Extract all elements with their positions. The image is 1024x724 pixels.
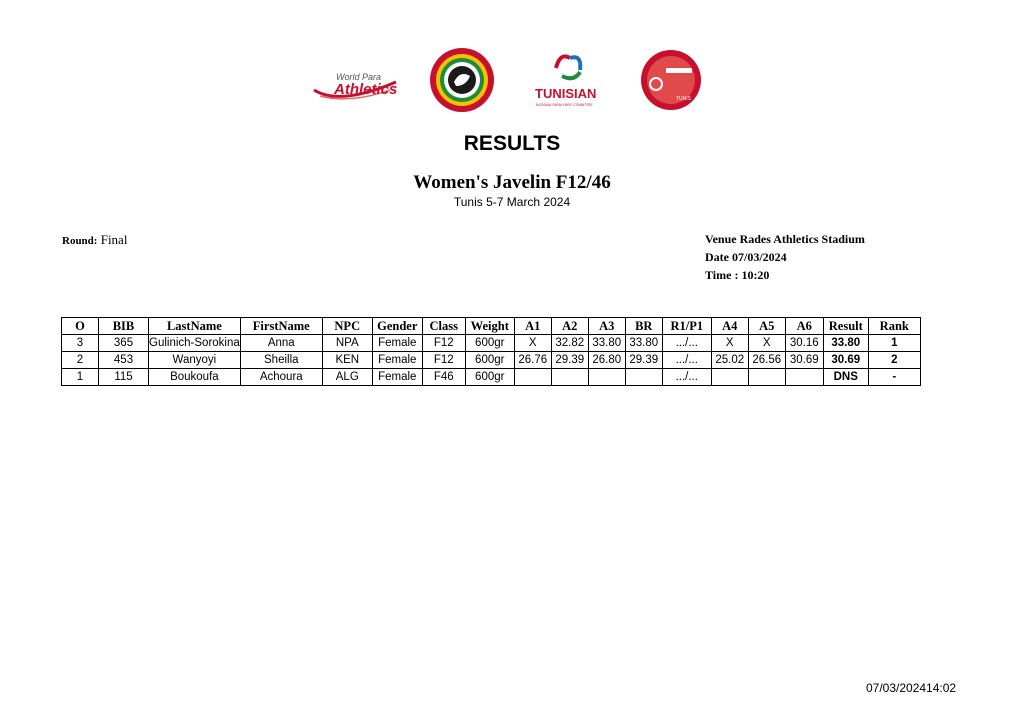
column-header: A2 <box>551 318 588 335</box>
rank-cell: 2 <box>868 352 920 369</box>
table-cell: 26.56 <box>748 352 785 369</box>
tunisian-npc-logo <box>530 46 606 114</box>
table-cell: X <box>514 335 551 352</box>
column-header: R1/P1 <box>662 318 711 335</box>
round-value: Final <box>100 232 128 247</box>
table-row <box>62 352 921 369</box>
result-cell: 30.69 <box>823 352 868 369</box>
venue-label: Venue Rades Athletics Stadium <box>705 232 865 246</box>
result-cell: DNS <box>823 369 868 386</box>
table-cell: .../... <box>662 352 711 369</box>
table-cell: Achoura <box>240 369 322 386</box>
time-label: Time : 10:20 <box>705 268 770 282</box>
svg-text:Athletics: Athletics <box>334 81 398 98</box>
table-cell <box>625 369 662 386</box>
date-label: Date 07/03/2024 <box>705 250 787 264</box>
table-cell: 29.39 <box>625 352 662 369</box>
table-cell: Anna <box>240 335 322 352</box>
column-header: BR <box>625 318 662 335</box>
rank-cell: - <box>868 369 920 386</box>
column-header: Result <box>823 318 868 335</box>
table-cell: KEN <box>322 352 372 369</box>
svg-text:TUNIS: TUNIS <box>676 96 691 102</box>
table-cell: 453 <box>99 352 149 369</box>
column-header: Rank <box>868 318 920 335</box>
table-cell: 30.16 <box>785 335 823 352</box>
national-federation-logo <box>426 46 498 114</box>
table-cell: 1 <box>62 369 99 386</box>
table-cell: 25.02 <box>711 352 748 369</box>
table-cell: 32.82 <box>551 335 588 352</box>
column-header: NPC <box>322 318 372 335</box>
round-info <box>62 232 127 248</box>
table-cell: .../... <box>662 369 711 386</box>
table-cell: .../... <box>662 335 711 352</box>
column-header: A4 <box>711 318 748 335</box>
table-cell: Female <box>372 369 422 386</box>
table-cell: F46 <box>422 369 465 386</box>
event-title: Women's Javelin F12/46 <box>413 172 611 193</box>
table-cell: Gulinich-Sorokina <box>149 335 241 352</box>
column-header: Class <box>422 318 465 335</box>
table-cell: 33.80 <box>625 335 662 352</box>
event-logo <box>636 46 706 114</box>
table-cell: NPA <box>322 335 372 352</box>
table-cell: 26.80 <box>588 352 625 369</box>
table-cell: 2 <box>62 352 99 369</box>
column-header: LastName <box>149 318 241 335</box>
table-cell: 29.39 <box>551 352 588 369</box>
table-cell: F12 <box>422 352 465 369</box>
svg-text:TUNISIAN: TUNISIAN <box>535 86 597 101</box>
logo-strip <box>300 46 720 114</box>
round-label: Round: <box>62 235 98 247</box>
results-table <box>61 317 921 386</box>
table-cell: 3 <box>62 335 99 352</box>
table-cell: ALG <box>322 369 372 386</box>
column-header: O <box>62 318 99 335</box>
table-cell: 365 <box>99 335 149 352</box>
result-cell: 33.80 <box>823 335 868 352</box>
column-header: Gender <box>372 318 422 335</box>
column-header: A3 <box>588 318 625 335</box>
table-cell: 115 <box>99 369 149 386</box>
table-cell: 600gr <box>465 352 514 369</box>
table-cell <box>711 369 748 386</box>
table-cell <box>748 369 785 386</box>
table-cell <box>551 369 588 386</box>
table-cell: Female <box>372 352 422 369</box>
table-cell: 600gr <box>465 335 514 352</box>
column-header: BIB <box>99 318 149 335</box>
table-cell: Sheilla <box>240 352 322 369</box>
column-header: Weight <box>465 318 514 335</box>
table-cell: 33.80 <box>588 335 625 352</box>
svg-text:NATIONAL PARALYMPIC COMMITTEE: NATIONAL PARALYMPIC COMMITTEE <box>536 103 593 107</box>
page-title: RESULTS <box>463 132 561 155</box>
table-cell: F12 <box>422 335 465 352</box>
table-cell: X <box>711 335 748 352</box>
table-cell: 600gr <box>465 369 514 386</box>
world-para-athletics-logo <box>300 46 410 114</box>
event-dates: Tunis 5-7 March 2024 <box>453 195 571 209</box>
rank-cell: 1 <box>868 335 920 352</box>
column-header: A1 <box>514 318 551 335</box>
table-cell: Boukoufa <box>149 369 241 386</box>
table-cell: X <box>748 335 785 352</box>
table-cell: Female <box>372 335 422 352</box>
column-header: FirstName <box>240 318 322 335</box>
table-cell <box>588 369 625 386</box>
table-cell <box>785 369 823 386</box>
table-row <box>62 369 921 386</box>
table-cell: 26.76 <box>514 352 551 369</box>
table-cell: Wanyoyi <box>149 352 241 369</box>
table-cell: 30.69 <box>785 352 823 369</box>
print-timestamp: 07/03/202414:02 <box>866 681 957 695</box>
table-cell <box>514 369 551 386</box>
table-header-row <box>62 318 921 335</box>
column-header: A5 <box>748 318 785 335</box>
table-row <box>62 335 921 352</box>
column-header: A6 <box>785 318 823 335</box>
svg-text:World Para: World Para <box>336 72 382 82</box>
